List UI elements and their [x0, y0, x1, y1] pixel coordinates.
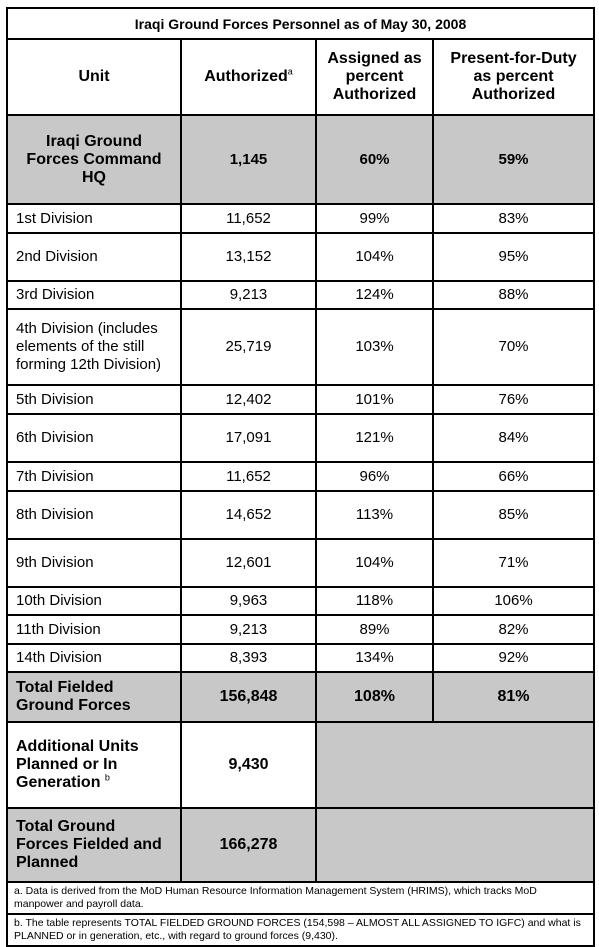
hq-assigned: 60% [316, 115, 433, 204]
footnote-b-row [7, 914, 594, 946]
table-row [7, 414, 594, 462]
row-unit: 8th Division [7, 491, 181, 539]
row-unit: 3rd Division [7, 281, 181, 309]
row-assigned: 118% [316, 587, 433, 615]
row-assigned: 89% [316, 615, 433, 644]
row-assigned: 99% [316, 204, 433, 233]
row-present: 85% [433, 491, 594, 539]
row-assigned: 104% [316, 233, 433, 281]
table-row [7, 462, 594, 491]
footnote-a-row [7, 882, 594, 914]
row-authorized: 13,152 [181, 233, 316, 281]
row-unit: 11th Division [7, 615, 181, 644]
row-authorized: 12,402 [181, 385, 316, 414]
total-fielded-authorized: 156,848 [181, 672, 316, 722]
total-fielded-present: 81% [433, 672, 594, 722]
total-planned-empty-cell [316, 808, 594, 882]
title-row [7, 8, 594, 39]
row-present: 84% [433, 414, 594, 462]
row-assigned: 103% [316, 309, 433, 385]
row-unit: 1st Division [7, 204, 181, 233]
additional-empty-cell [316, 722, 594, 808]
row-unit: 2nd Division [7, 233, 181, 281]
row-assigned: 121% [316, 414, 433, 462]
row-authorized: 11,652 [181, 462, 316, 491]
footnote-ref-a: a [287, 66, 293, 77]
table-row [7, 204, 594, 233]
header-authorized-label: Authorized [204, 68, 288, 85]
total-fielded-assigned: 108% [316, 672, 433, 722]
row-unit: 6th Division [7, 414, 181, 462]
row-authorized: 11,652 [181, 204, 316, 233]
table-row [7, 615, 594, 644]
row-authorized: 9,213 [181, 281, 316, 309]
row-present: 92% [433, 644, 594, 672]
row-present: 106% [433, 587, 594, 615]
row-assigned: 96% [316, 462, 433, 491]
row-assigned: 104% [316, 539, 433, 587]
row-authorized: 17,091 [181, 414, 316, 462]
row-assigned: 124% [316, 281, 433, 309]
row-present: 76% [433, 385, 594, 414]
table-title: Iraqi Ground Forces Personnel as of May 30, 2008 [7, 8, 594, 39]
row-unit: 5th Division [7, 385, 181, 414]
personnel-table [6, 7, 595, 947]
total-planned-authorized: 166,278 [181, 808, 316, 882]
row-present: 66% [433, 462, 594, 491]
row-authorized: 9,213 [181, 615, 316, 644]
footnote-b: b. The table represents TOTAL FIELDED GROUND FORCES (154,598 – ALMOST ALL ASSIGNED TO IGFC) and what is PLANNED or in generation, etc., with regard to ground forces (9,430). [7, 914, 594, 946]
total-fielded-unit: Total Fielded Ground Forces [7, 672, 181, 722]
row-unit: 4th Division (includes elements of the still forming 12th Division) [7, 309, 181, 385]
row-present: 95% [433, 233, 594, 281]
table-row [7, 491, 594, 539]
additional-unit [7, 722, 181, 808]
total-planned-unit: Total Ground Forces Fielded and Planned [7, 808, 181, 882]
hq-present: 59% [433, 115, 594, 204]
table-row [7, 233, 594, 281]
hq-row [7, 115, 594, 204]
header-row [7, 39, 594, 115]
header-present: Present-for-Duty as percent Authorized [433, 39, 594, 115]
row-unit: 9th Division [7, 539, 181, 587]
row-unit: 10th Division [7, 587, 181, 615]
total-planned-row [7, 808, 594, 882]
additional-authorized: 9,430 [181, 722, 316, 808]
row-authorized: 25,719 [181, 309, 316, 385]
row-present: 71% [433, 539, 594, 587]
total-fielded-row [7, 672, 594, 722]
row-present: 88% [433, 281, 594, 309]
footnote-ref-b: b [104, 772, 110, 783]
header-authorized [181, 39, 316, 115]
row-unit: 14th Division [7, 644, 181, 672]
header-unit: Unit [7, 39, 181, 115]
footnote-a: a. Data is derived from the MoD Human Resource Information Management System (HRIMS), which tracks MoD manpower and payroll data. [7, 882, 594, 914]
table-row [7, 309, 594, 385]
row-present: 83% [433, 204, 594, 233]
row-authorized: 12,601 [181, 539, 316, 587]
additional-unit-label: Additional Units Planned or In Generation [16, 738, 139, 791]
row-assigned: 101% [316, 385, 433, 414]
table-row [7, 644, 594, 672]
table-row [7, 281, 594, 309]
table-row [7, 539, 594, 587]
row-present: 82% [433, 615, 594, 644]
additional-units-row [7, 722, 594, 808]
row-authorized: 8,393 [181, 644, 316, 672]
hq-unit: Iraqi Ground Forces Command HQ [7, 115, 181, 204]
row-unit: 7th Division [7, 462, 181, 491]
row-assigned: 134% [316, 644, 433, 672]
table-row [7, 587, 594, 615]
hq-authorized: 1,145 [181, 115, 316, 204]
row-authorized: 14,652 [181, 491, 316, 539]
table-row [7, 385, 594, 414]
row-authorized: 9,963 [181, 587, 316, 615]
row-assigned: 113% [316, 491, 433, 539]
header-assigned: Assigned as percent Authorized [316, 39, 433, 115]
row-present: 70% [433, 309, 594, 385]
personnel-table-document [6, 7, 593, 940]
